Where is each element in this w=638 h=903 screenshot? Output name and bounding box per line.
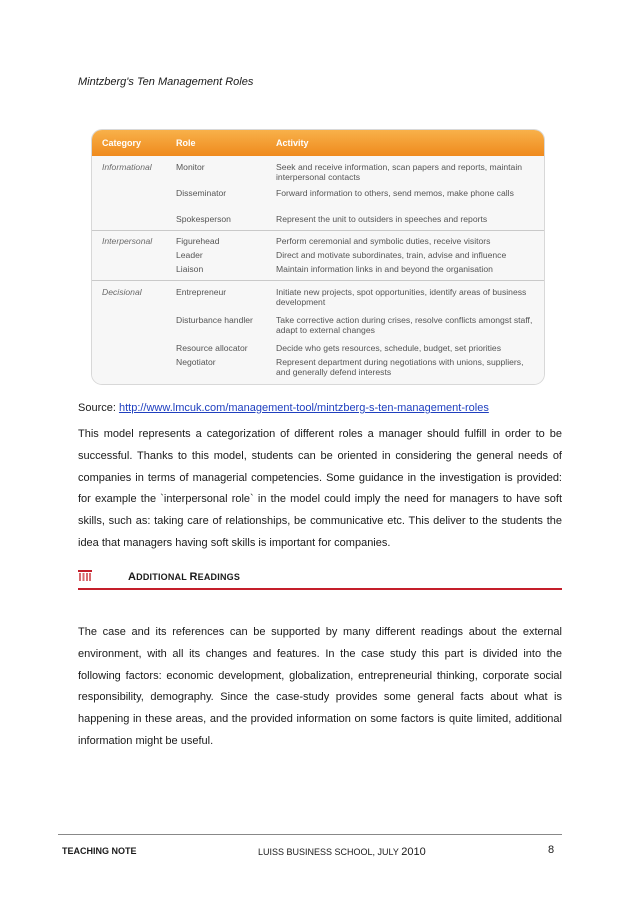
mintzberg-roles-table [92, 130, 544, 384]
section-rule [78, 588, 562, 590]
category-label: Decisional [102, 287, 142, 297]
role-cell: Negotiator [176, 357, 216, 367]
source-line [78, 402, 489, 414]
title-initial: A [128, 571, 137, 583]
activity-cell: Maintain information links in and beyond the organisation [276, 264, 493, 274]
source-label: Source: [78, 402, 119, 414]
section-title [128, 571, 240, 583]
role-cell: Figurehead [176, 236, 220, 246]
figure-caption: Mintzberg's Ten Management Roles [78, 76, 254, 88]
header-category: Category [102, 138, 142, 148]
role-cell: Resource allocator [176, 343, 248, 353]
group-informational [92, 156, 544, 228]
source-link[interactable]: http://www.lmcuk.com/management-tool/mintzberg-s-ten-management-roles [118, 402, 489, 414]
header-role: Role [176, 138, 196, 148]
role-cell: Monitor [176, 162, 205, 172]
page-number: 8 [548, 844, 555, 856]
footer-center [258, 846, 426, 858]
activity-cell: Perform ceremonial and symbolic duties, receive visitors [276, 236, 491, 246]
role-cell: Liaison [176, 264, 204, 274]
group-interpersonal [92, 230, 544, 281]
table-header [92, 130, 544, 156]
footer-year: 2010 [401, 846, 426, 858]
activity-cell: Initiate new projects, spot opportunities, identify areas of business development [276, 287, 527, 307]
footer-rule [58, 834, 562, 835]
title-part: DDITIONAL [136, 572, 190, 582]
paragraph-text: This model represents a categorization of different roles a manager should fulfill in order to be successful. Thanks to this model, students can be oriented in considering the general needs of companies in terms of managerial competencies. Some guidance in the investigation is provided: for example the `interpersonal role` in the model could imply the need for managers to have soft skills, such as: taking care of relationships, be communicative etc. This deliver to the students the idea that managers having soft skills is important for companies. [78, 428, 562, 549]
activity-cell: Represent department during negotiations with unions, suppliers, and generally defend interests [276, 357, 524, 377]
category-label: Informational [102, 162, 152, 172]
title-initial: R [189, 571, 198, 583]
role-cell: Disturbance handler [176, 315, 253, 325]
section-heading [78, 568, 562, 594]
activity-cell: Forward information to others, send memos, make phone calls [276, 188, 514, 198]
book-icon [78, 570, 92, 582]
paragraph-model-description [78, 424, 562, 555]
title-part: EADINGS [197, 572, 241, 582]
role-cell: Spokesperson [176, 214, 231, 224]
paragraph-text: The case and its references can be supported by many different readings about the external environment, with all its changes and features. In the case study this part is divided into the following factors: economic development, globalization, entrepreneurial thinking, corporate social responsibility, demography. Since the case-study provides some general facts about what is happening in these areas, and the provided information on some factors is quite limited, additional information might be useful. [78, 626, 562, 747]
role-cell: Disseminator [176, 188, 227, 198]
paragraph-additional-readings [78, 622, 562, 753]
activity-cell: Decide who gets resources, schedule, budget, set priorities [276, 343, 501, 353]
role-cell: Leader [176, 250, 203, 260]
activity-cell: Take corrective action during crises, resolve conflicts amongst staff, adapt to external changes [276, 315, 533, 335]
role-cell: Entrepreneur [176, 287, 227, 297]
activity-cell: Represent the unit to outsiders in speeches and reports [276, 214, 488, 224]
activity-cell: Seek and receive information, scan papers and reports, maintain interpersonal contacts [276, 162, 523, 182]
group-decisional [92, 280, 544, 384]
activity-cell: Direct and motivate subordinates, train, advise and influence [276, 250, 507, 260]
footer-left: TEACHING NOTE [62, 846, 137, 856]
table-body [92, 156, 544, 384]
footer-center-text: LUISS BUSINESS SCHOOL, JULY [258, 847, 402, 857]
header-activity: Activity [276, 138, 309, 148]
category-label: Interpersonal [102, 236, 153, 246]
